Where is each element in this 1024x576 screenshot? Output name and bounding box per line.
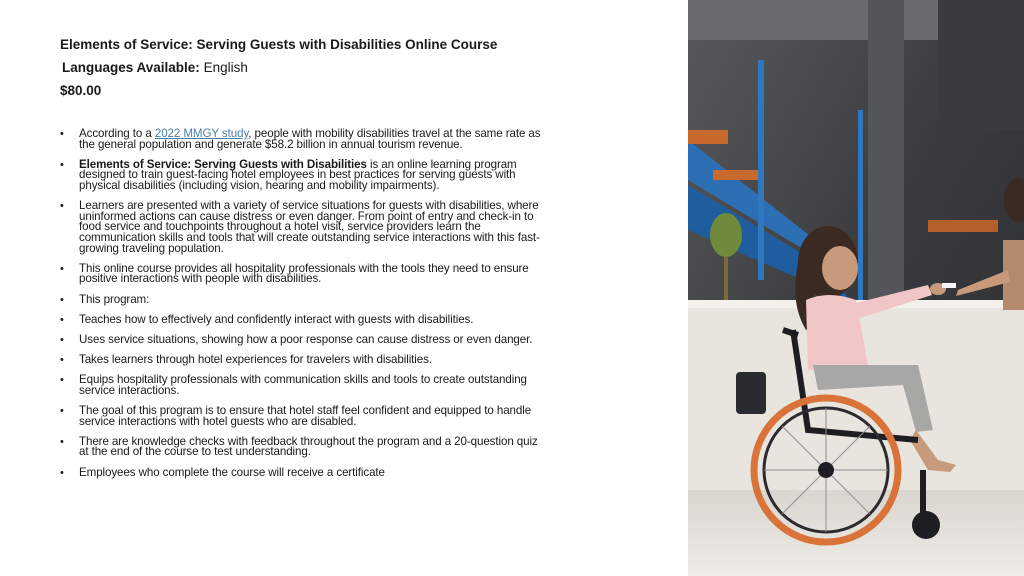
hotel-lobby-photo xyxy=(688,0,1024,576)
course-price: $80.00 xyxy=(60,83,102,98)
languages-value: English xyxy=(203,60,248,75)
list-item: • Learners are presented with a variety of service situations for guests with disabilities, where uninformed actions can cause distress or even danger. From point of entry and check-in to food service and touchpoints throughout a hotel visit, service providers learn the communication skills and tools that will create outstanding service interactions with this fast-growing traveling population. xyxy=(60,201,550,254)
list-item: • This online course provides all hospitality professionals with the tools they need to ensure positive interactions with people with disabilities. xyxy=(60,264,550,285)
list-item: • Equips hospitality professionals with communication skills and tools to create outstanding service interactions. xyxy=(60,375,550,396)
list-item: • There are knowledge checks with feedback throughout the program and a 20-question quiz at the end of the course to test understanding. xyxy=(60,437,550,458)
list-item xyxy=(60,129,550,150)
languages-line xyxy=(62,60,248,75)
list-item: • Uses service situations, showing how a poor response can cause distress or even danger. xyxy=(60,335,550,346)
list-item: • The goal of this program is to ensure that hotel staff feel confident and equipped to handle service interactions with hotel guests who are disabled. xyxy=(60,406,550,427)
course-details-list xyxy=(60,129,550,488)
list-item xyxy=(60,157,550,192)
program-name: Elements of Service: Serving Guests with Disabilities xyxy=(79,157,367,171)
list-item: • Teaches how to effectively and confidently interact with guests with disabilities. xyxy=(60,315,550,326)
course-title: Elements of Service: Serving Guests with Disabilities Online Course xyxy=(60,37,498,52)
bullet-text-before-link: According to a xyxy=(79,127,155,140)
mmgy-study-link[interactable]: 2022 MMGY study xyxy=(154,127,249,140)
list-item: • This program: xyxy=(60,295,550,306)
bullet-text-after-link: , people with mobility disabilities travel at the same rate as the general population and generate $58.2 billion in annual tourism revenue. xyxy=(79,127,541,151)
list-item: • Employees who complete the course will receive a certificate xyxy=(60,468,550,479)
list-item: • Takes learners through hotel experiences for travelers with disabilities. xyxy=(60,355,550,366)
wheelchair-guest-illustration xyxy=(688,0,1024,576)
languages-label: Languages Available: xyxy=(62,60,200,75)
program-description: is an online learning program designed to train guest-facing hotel employees in best practices for serving guests with physical disabilities (including vision, hearing and mobility impairments). xyxy=(79,157,517,192)
